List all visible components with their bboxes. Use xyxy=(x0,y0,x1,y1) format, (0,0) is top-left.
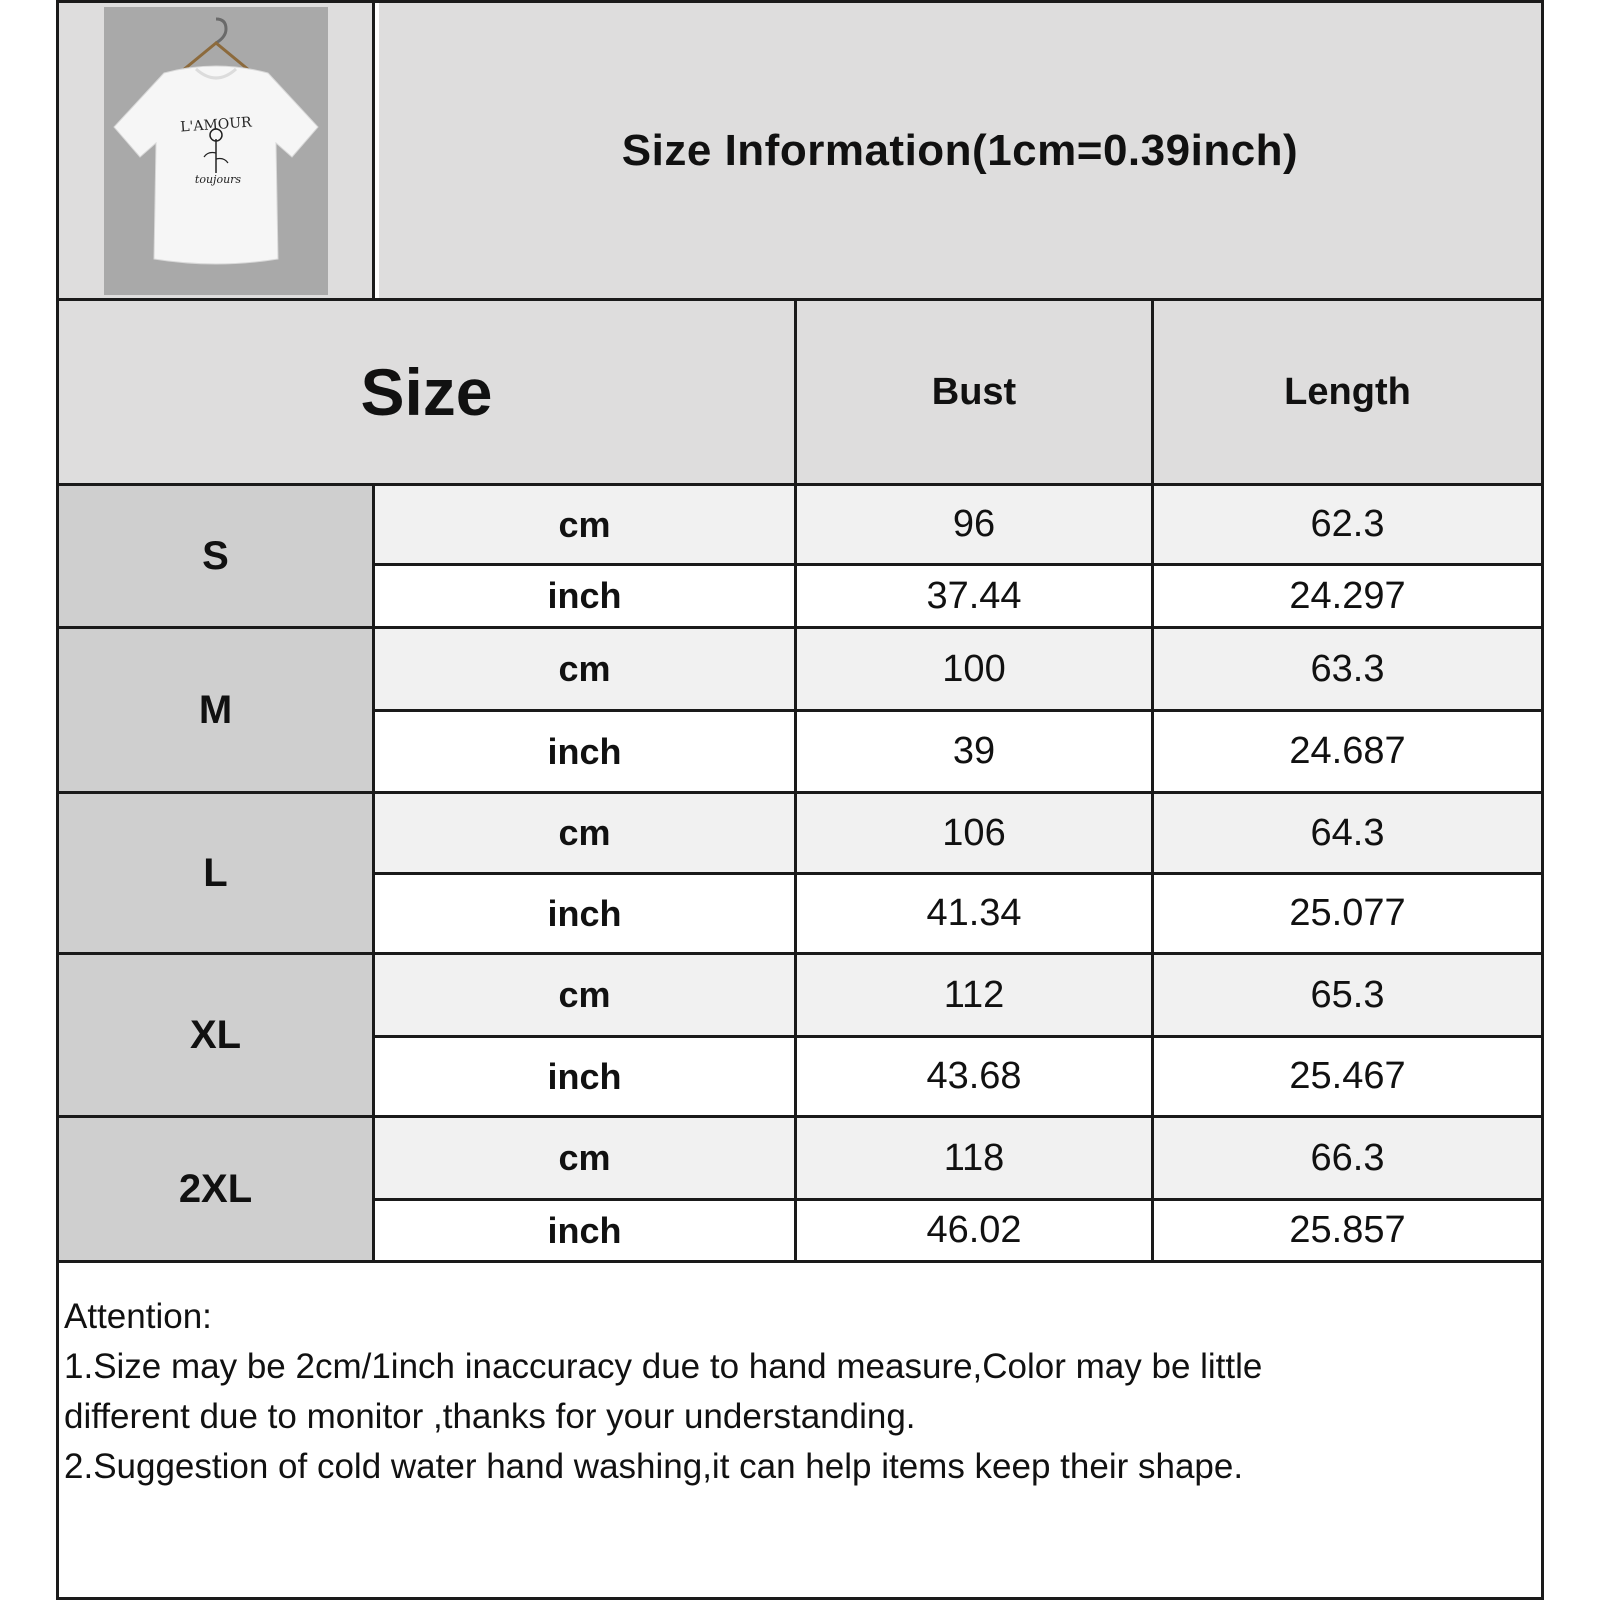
unit-inch: inch xyxy=(547,1055,622,1097)
unit-cm-cell xyxy=(375,629,794,709)
size-label-cell xyxy=(59,629,372,791)
grid-line xyxy=(372,1035,1544,1038)
shirt-print-script: toujours xyxy=(194,172,241,186)
size-label: L xyxy=(203,850,228,895)
grid-line xyxy=(56,952,1544,955)
bust-cm-cell xyxy=(797,794,1151,872)
length-cm-value: 65.3 xyxy=(1310,973,1385,1016)
bust-cm-cell xyxy=(797,486,1151,563)
unit-inch: inch xyxy=(547,1209,622,1251)
unit-inch-cell xyxy=(375,566,794,626)
notes-heading: Attention: xyxy=(64,1297,212,1336)
length-cm-value: 63.3 xyxy=(1310,647,1385,690)
grid-line xyxy=(56,791,1544,794)
notes-line: 2.Suggestion of cold water hand washing,it can help items keep their shape. xyxy=(64,1447,1244,1486)
grid-line xyxy=(372,709,1544,712)
size-label: S xyxy=(202,533,229,578)
unit-cm-cell xyxy=(375,955,794,1035)
shirt-print-top: L'AMOUR xyxy=(179,114,252,135)
grid-line xyxy=(372,563,1544,566)
unit-inch: inch xyxy=(547,730,622,772)
grid-line xyxy=(1151,298,1154,1263)
unit-cm-cell xyxy=(375,1118,794,1198)
unit-inch-cell xyxy=(375,875,794,952)
page-title: Size Information(1cm=0.39inch) xyxy=(621,125,1299,175)
grid-line xyxy=(56,0,1544,3)
grid-line xyxy=(372,0,375,301)
length-inch-value: 24.297 xyxy=(1289,574,1406,617)
size-label: XL xyxy=(189,1012,242,1057)
title-cell xyxy=(379,3,1541,298)
bust-header-cell xyxy=(797,301,1151,483)
unit-cm: cm xyxy=(558,974,611,1015)
length-inch-value: 24.687 xyxy=(1289,730,1406,772)
length-inch-cell xyxy=(1154,712,1541,791)
size-header: Size xyxy=(360,355,493,429)
length-cm-cell xyxy=(1154,1118,1541,1198)
length-cm-cell xyxy=(1154,486,1541,563)
unit-cm: cm xyxy=(558,812,611,853)
length-inch-value: 25.857 xyxy=(1289,1209,1406,1251)
length-header: Length xyxy=(1284,370,1411,413)
unit-cm: cm xyxy=(558,503,611,545)
unit-cm: cm xyxy=(558,648,611,689)
bust-cm-cell xyxy=(797,629,1151,709)
grid-line xyxy=(372,483,375,1263)
length-inch-value: 25.467 xyxy=(1289,1055,1406,1097)
grid-line xyxy=(56,1115,1544,1118)
product-photo-cell xyxy=(59,3,372,298)
grid-line xyxy=(56,1260,1544,1263)
bust-cm-value: 106 xyxy=(942,811,1006,854)
unit-cm-cell xyxy=(375,486,794,563)
length-cm-cell xyxy=(1154,955,1541,1035)
grid-line xyxy=(794,298,797,1263)
size-label-cell xyxy=(59,955,372,1115)
notes-line: different due to monitor ,thanks for your understanding. xyxy=(64,1397,916,1436)
attention-notes xyxy=(64,1292,1504,1492)
length-cm-cell xyxy=(1154,629,1541,709)
bust-inch-cell xyxy=(797,566,1151,626)
length-inch-cell xyxy=(1154,875,1541,952)
length-cm-value: 64.3 xyxy=(1310,811,1385,854)
unit-inch-cell xyxy=(375,1038,794,1115)
tshirt-icon xyxy=(104,7,328,295)
unit-inch-cell xyxy=(375,1201,794,1260)
bust-header: Bust xyxy=(931,370,1017,413)
bust-inch-value: 41.34 xyxy=(926,892,1022,934)
bust-inch-value: 46.02 xyxy=(926,1209,1022,1251)
bust-inch-cell xyxy=(797,1038,1151,1115)
bust-inch-value: 43.68 xyxy=(926,1055,1022,1097)
bust-cm-cell xyxy=(797,1118,1151,1198)
bust-inch-value: 37.44 xyxy=(926,574,1022,617)
bust-cm-value: 100 xyxy=(942,647,1006,690)
size-label: M xyxy=(198,687,233,732)
unit-inch: inch xyxy=(547,892,622,934)
length-inch-cell xyxy=(1154,1201,1541,1260)
length-inch-cell xyxy=(1154,1038,1541,1115)
unit-cm: cm xyxy=(558,1137,611,1178)
bust-inch-cell xyxy=(797,875,1151,952)
length-cm-value: 62.3 xyxy=(1310,503,1385,545)
bust-cm-value: 118 xyxy=(943,1136,1005,1179)
grid-line xyxy=(372,1198,1544,1201)
bust-cm-value: 112 xyxy=(943,973,1005,1016)
grid-line xyxy=(56,626,1544,629)
length-inch-value: 25.077 xyxy=(1289,892,1406,934)
unit-cm-cell xyxy=(375,794,794,872)
grid-line xyxy=(56,298,1544,301)
length-cm-value: 66.3 xyxy=(1310,1136,1385,1179)
size-label: 2XL xyxy=(178,1166,253,1211)
bust-cm-value: 96 xyxy=(952,503,996,545)
notes-line: 1.Size may be 2cm/1inch inaccuracy due to hand measure,Color may be little xyxy=(64,1347,1263,1386)
size-label-cell xyxy=(59,1118,372,1260)
length-header-cell xyxy=(1154,301,1541,483)
size-header-cell xyxy=(59,301,794,483)
unit-inch: inch xyxy=(547,575,622,616)
size-label-cell xyxy=(59,486,372,626)
grid-line xyxy=(56,483,1544,486)
size-label-cell xyxy=(59,794,372,952)
bust-inch-value: 39 xyxy=(952,730,996,772)
length-cm-cell xyxy=(1154,794,1541,872)
length-inch-cell xyxy=(1154,566,1541,626)
bust-cm-cell xyxy=(797,955,1151,1035)
bust-inch-cell xyxy=(797,1201,1151,1260)
grid-line xyxy=(372,872,1544,875)
unit-inch-cell xyxy=(375,712,794,791)
bust-inch-cell xyxy=(797,712,1151,791)
